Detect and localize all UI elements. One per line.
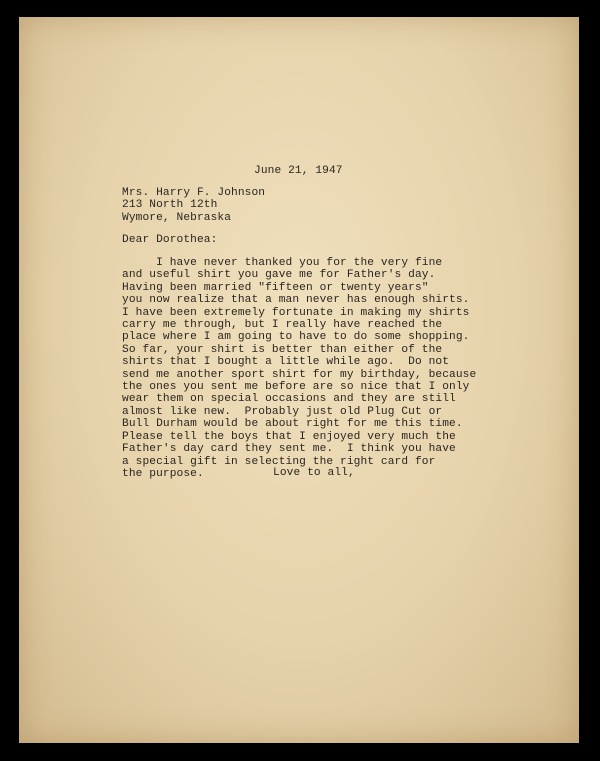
body-line: a special gift in selecting the right card for (122, 455, 436, 468)
body-line: shirts that I bought a little while ago. Do not (122, 356, 450, 369)
salutation: Dear Dorothea: (122, 234, 218, 246)
body-line: and useful shirt you gave me for Father's day. (122, 269, 436, 282)
body-line: the purpose. (122, 467, 204, 480)
body-line: Having been married "fifteen or twenty years" (122, 281, 429, 294)
body-line: Bull Durham would be about right for me this time. (122, 418, 463, 431)
letter-page (19, 17, 579, 743)
body-line: So far, your shirt is better than either of the (122, 343, 443, 356)
body-line: almost like new. Probably just old Plug Cut or (122, 405, 443, 418)
letter-body (122, 257, 476, 480)
body-line: send me another sport shirt for my birthday, because (122, 368, 477, 381)
address-line: 213 North 12th (122, 199, 218, 212)
body-line: I have never thanked you for the very fine (122, 257, 443, 269)
body-line: place where I am going to have to do some shopping. (122, 331, 470, 344)
body-line: wear them on special occasions and they are still (122, 393, 456, 406)
address-line: Mrs. Harry F. Johnson (122, 187, 266, 199)
body-line: Please tell the boys that I enjoyed very much the (122, 430, 456, 443)
body-line: carry me through, but I really have reached the (122, 319, 443, 332)
body-line: Father's day card they sent me. I think you have (122, 443, 456, 456)
recipient-address (122, 187, 265, 224)
address-line: Wymore, Nebraska (122, 211, 232, 224)
body-line: the ones you sent me before are so nice that I only (122, 381, 470, 394)
letter-date: June 21, 1947 (254, 165, 343, 177)
body-line: I have been extremely fortunate in making my shirts (122, 306, 470, 319)
body-line: you now realize that a man never has enough shirts. (122, 294, 470, 307)
closing: Love to all, (273, 467, 355, 479)
